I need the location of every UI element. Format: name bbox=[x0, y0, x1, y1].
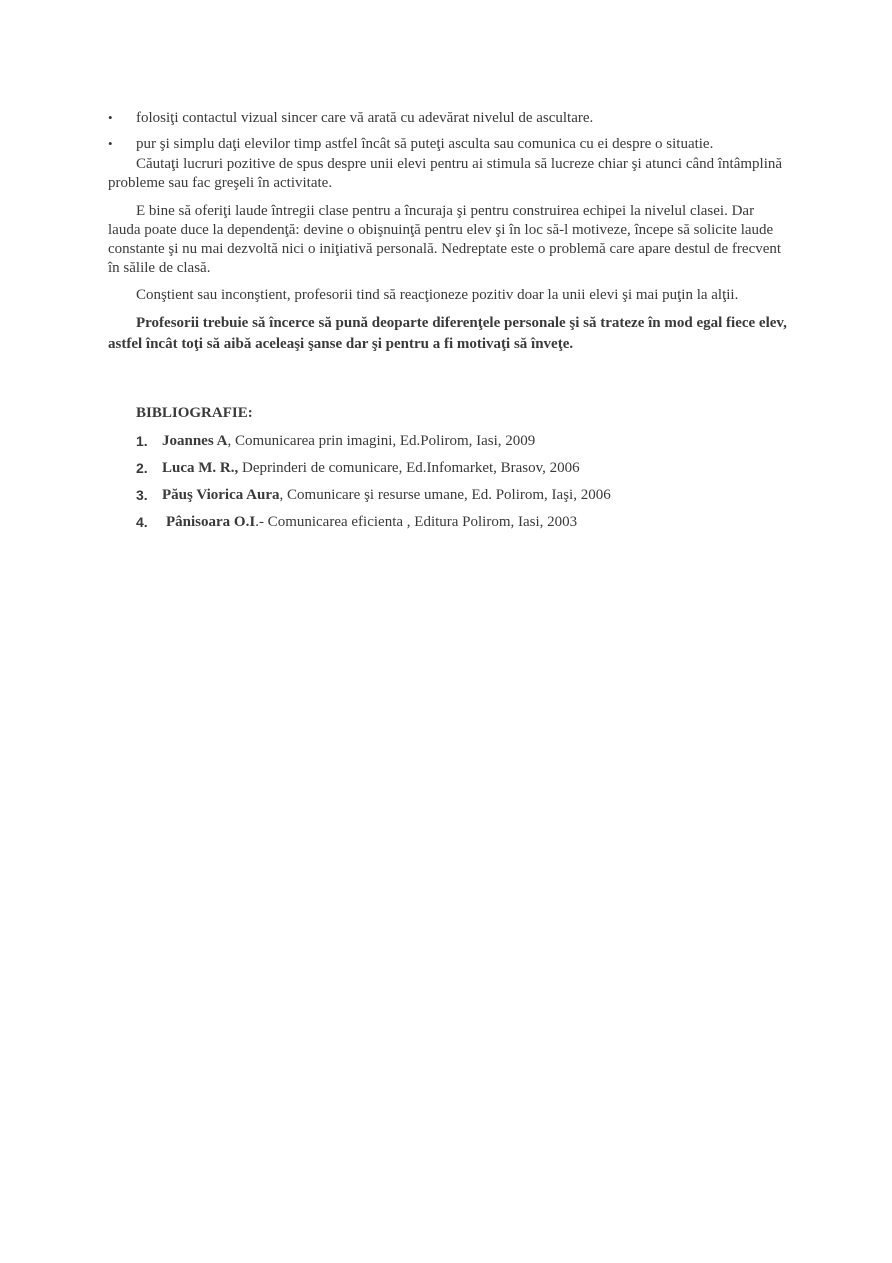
bibliography-heading: BIBLIOGRAFIE: bbox=[136, 405, 253, 421]
bibliography-number: 2. bbox=[136, 460, 148, 476]
document-page bbox=[108, 108, 788, 539]
paragraph-praise-class: E bine să oferiţi laude întregii clase pentru a încuraja şi pentru construirea echipei la nivelul clasei. Dar lauda poate duce la dependenţă: devine o obişnuinţă pentru elev şi în loc să-l motiveze, începe să solicite laude constante şi nu mai dezvoltă nici o iniţiativă personală. Nedreptate este o problemă care apare destul de frecvent în sălile de clasă. bbox=[108, 203, 782, 276]
bullet-item bbox=[108, 108, 788, 128]
bullet-item bbox=[108, 134, 788, 154]
bibliography-number: 3. bbox=[136, 487, 148, 503]
bibliography-details: , Comunicare şi resurse umane, Ed. Polirom, Iaşi, 2006 bbox=[279, 487, 611, 503]
bibliography-author: Luca M. R., bbox=[162, 460, 239, 476]
bibliography-number: 1. bbox=[136, 433, 148, 449]
bibliography-item bbox=[136, 485, 788, 505]
bibliography-item bbox=[136, 512, 788, 532]
bibliography-number: 4. bbox=[136, 514, 148, 530]
bullet-dot-icon: • bbox=[108, 136, 113, 151]
bibliography-author: Joannes A bbox=[162, 433, 228, 449]
bibliography-details: Deprinderi de comunicare, Ed.Infomarket, Brasov, 2006 bbox=[238, 460, 580, 476]
bullet-text: folosiţi contactul vizual sincer care vă arată cu adevărat nivelul de ascultare. bbox=[136, 110, 594, 126]
bibliography-item bbox=[136, 431, 788, 451]
bibliography-item bbox=[136, 458, 788, 478]
bibliography-author: Păuş Viorica Aura bbox=[162, 487, 280, 503]
bibliography-details: , Comunicarea prin imagini, Ed.Polirom, Iasi, 2009 bbox=[227, 433, 536, 449]
paragraph-positive-things: Căutaţi lucruri pozitive de spus despre unii elevi pentru ai stimula să lucreze chiar şi atunci când întâmplină probleme sau fac greşeli în activitate. bbox=[108, 156, 783, 191]
bullet-dot-icon: • bbox=[108, 110, 113, 125]
bibliography-details: .- Comunicarea eficienta , Editura Polirom, Iasi, 2003 bbox=[255, 514, 578, 530]
bibliography-author: Pânisoara O.I bbox=[166, 514, 256, 530]
bibliography-list bbox=[108, 431, 788, 532]
paragraph-conscious-reaction: Conştient sau inconştient, profesorii tind să reacţioneze pozitiv doar la unii elevi şi mai puţin la alţii. bbox=[136, 287, 739, 303]
paragraph-bold-conclusion: Profesorii trebuie să încerce să pună deoparte diferenţele personale şi să trateze în mod egal fiece elev, astfel încât toţi să aibă aceleaşi şanse dar şi pentru a fi motivaţi să înveţe. bbox=[108, 315, 787, 352]
bullet-list bbox=[108, 108, 788, 154]
bullet-text: pur şi simplu daţi elevilor timp astfel încât să puteţi asculta sau comunica cu ei despre o situatie. bbox=[136, 136, 714, 152]
